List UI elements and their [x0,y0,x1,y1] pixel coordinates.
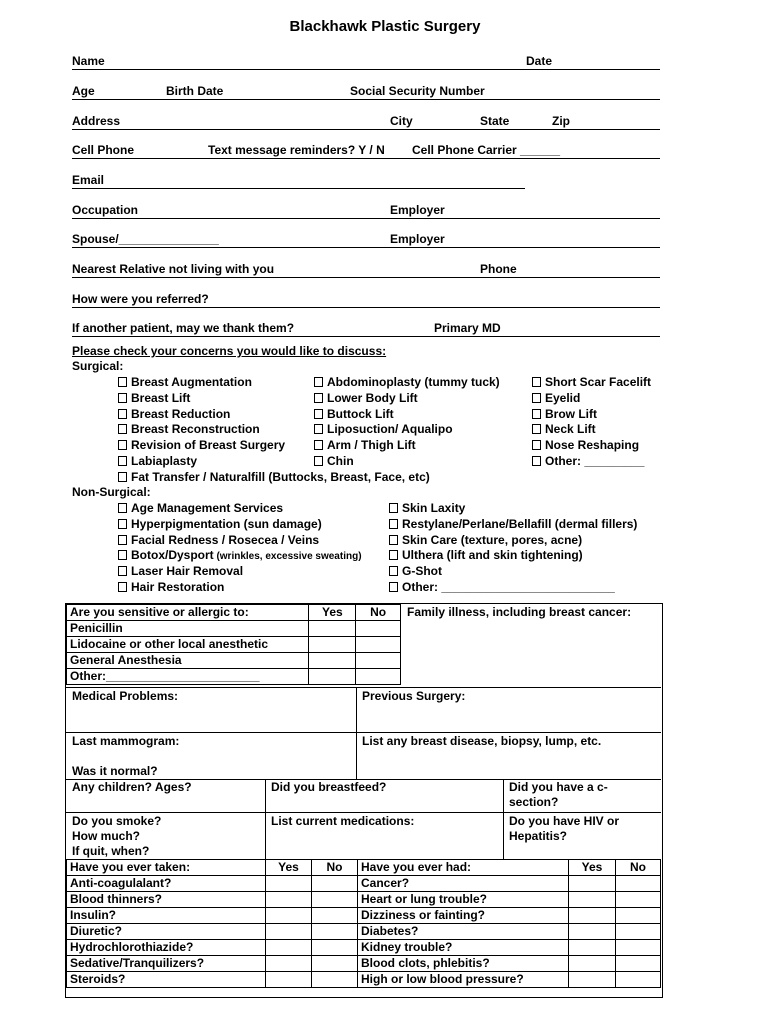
name-date-line[interactable] [72,53,660,70]
children-label: Any children? Ages? [72,780,192,794]
occupation-label: Occupation [72,203,139,217]
surgical-label: Liposuction/ Aqualipo [327,422,453,437]
taken-no-cell[interactable] [312,940,358,956]
allergy-yes-cell[interactable] [309,621,356,637]
occupation-line[interactable] [72,202,660,219]
taken-yes-cell[interactable] [266,956,312,972]
taken-yes-cell[interactable] [266,892,312,908]
checkbox[interactable] [314,456,323,466]
history-row [67,972,661,988]
taken-item: Sedative/Tranquilizers? [67,956,266,972]
checkbox[interactable] [314,424,323,434]
checkbox[interactable] [118,377,127,387]
surgical-label: Breast Lift [131,390,191,405]
history-row [67,956,661,972]
birth-date-label: Birth Date [166,84,224,98]
allergy-item: Lidocaine or other local anesthetic [67,637,309,653]
checkbox[interactable] [389,550,398,560]
email-label: Email [72,173,105,187]
medical-problems-label: Medical Problems: [72,689,179,703]
taken-item: Diuretic? [67,924,266,940]
surgical-label: Chin [327,454,354,468]
checkbox[interactable] [118,456,127,466]
mammogram-label: Last mammogram: [72,734,180,748]
had-item: Heart or lung trouble? [358,892,569,908]
nonsurgical-option[interactable] [389,548,583,562]
nonsurgical-label: Laser Hair Removal [131,564,244,579]
checkbox[interactable] [118,582,127,592]
surgical-label: Buttock Lift [327,406,394,421]
had-no-cell[interactable] [616,956,661,972]
taken-item: Insulin? [67,908,266,924]
taken-no-cell[interactable] [312,892,358,908]
had-no-cell[interactable] [616,924,661,940]
taken-no-cell[interactable] [312,908,358,924]
allergy-row [67,621,401,637]
nonsurgical-label: Hair Restoration [131,580,225,594]
had-yes-cell[interactable] [569,940,616,956]
breastfeed-label: Did you breastfeed? [271,780,387,794]
allergy-no-cell[interactable] [356,653,401,669]
primary-md-label: Primary MD [434,321,501,335]
nonsurgical-label: Age Management Services [131,501,284,515]
spouse-label: Spouse/_______________ [72,232,219,246]
checkbox[interactable] [314,393,323,403]
phone-label: Phone [480,262,517,276]
family-illness-label: Family illness, including breast cancer: [407,605,632,619]
surgical-label: Lower Body Lift [327,390,418,405]
nonsurgical-label: Ulthera (lift and skin tightening) [402,548,583,563]
allergy-item: General Anesthesia [67,653,309,669]
relative-line[interactable] [72,261,660,278]
had-no-cell[interactable] [616,908,661,924]
checkbox[interactable] [118,566,127,576]
surgical-label: Arm / Thigh Lift [327,438,416,453]
medications-label: List current medications: [271,814,415,828]
surgical-option[interactable] [314,407,394,421]
form-title: Blackhawk Plastic Surgery [289,18,481,35]
checkbox[interactable] [389,535,398,545]
had-no-cell[interactable] [616,940,661,956]
taken-item: Blood thinners? [67,892,266,908]
text-reminders-label: Text message reminders? Y / N [208,143,385,157]
checkbox[interactable] [532,393,541,403]
checkbox[interactable] [389,566,398,576]
allergy-no-cell[interactable] [356,637,401,653]
taken-item: Hydrochlorothiazide? [67,940,266,956]
nonsurgical-option[interactable] [389,533,582,547]
taken-no-cell[interactable] [312,972,358,988]
checkbox[interactable] [118,550,127,560]
allergy-header: Are you sensitive or allergic to: [67,605,309,621]
taken-yes-cell[interactable] [266,924,312,940]
nonsurgical-label: Skin Laxity [402,501,466,515]
had-yes-cell[interactable] [569,876,616,892]
surgical-label: Brow Lift [545,406,597,421]
surgical-label: Labiaplasty [131,454,198,468]
checkbox[interactable] [118,503,127,513]
checkbox[interactable] [314,409,323,419]
checkbox[interactable] [118,472,127,482]
allergy-row [67,637,401,653]
thank-label: If another patient, may we thank them? [72,321,295,335]
allergy-item: Penicillin [67,621,309,637]
surgical-option[interactable] [314,454,354,468]
nonsurgical-option[interactable] [118,564,243,578]
had-item: Cancer? [358,876,569,892]
had-item: Kidney trouble? [358,940,569,956]
history-row [67,908,661,924]
history-row [67,892,661,908]
had-header: Have you ever had: [358,860,569,876]
nonsurgical-label: Botox/Dysport [131,548,214,563]
nonsurgical-label: G-Shot [402,564,442,579]
surgical-label: Fat Transfer / Naturalfill (Buttocks, Breast, Face, etc) [131,469,430,484]
allergy-yes-cell[interactable] [309,653,356,669]
surgical-option[interactable] [118,391,190,405]
date-label: Date [526,54,553,68]
allergy-yes-cell[interactable] [309,637,356,653]
state-label: State [480,114,510,128]
age-label: Age [72,84,95,98]
taken-no-header: No [312,860,358,876]
had-no-cell[interactable] [616,972,661,988]
employer-label: Employer [390,203,445,217]
botox-note: (wrinkles, excessive sweating) [213,551,362,563]
nonsurgical-option[interactable] [389,580,615,594]
address-label: Address [72,114,121,128]
surgical-label: Breast Reduction [131,406,231,421]
spouse-employer-label: Employer [390,232,445,246]
had-yes-cell[interactable] [569,956,616,972]
name-label: Name [72,54,105,68]
allergy-yes-cell[interactable] [309,669,356,685]
allergy-no-cell[interactable] [356,669,401,685]
nonsurgical-label: Hyperpigmentation (sun damage) [131,516,322,531]
surgical-label: Short Scar Facelift [545,375,652,389]
thank-line[interactable] [72,320,660,337]
nonsurgical-label: Other: __________________________ [402,580,615,594]
allergy-no-header: No [356,605,401,621]
checkbox[interactable] [532,409,541,419]
surgical-label: Nose Reshaping [545,438,640,453]
had-no-cell[interactable] [616,892,661,908]
history-row [67,924,661,940]
had-no-cell[interactable] [616,876,661,892]
spouse-line[interactable] [72,231,660,248]
surgical-label: Other: _________ [545,454,645,468]
taken-no-cell[interactable] [312,924,358,940]
address-line[interactable] [72,113,660,130]
surgical-label: Abdominoplasty (tummy tuck) [327,375,500,389]
ssn-label: Social Security Number [350,84,485,98]
surgical-option[interactable] [118,407,230,421]
checkbox[interactable] [118,535,127,545]
referred-label: How were you referred? [72,292,209,306]
had-no-header: No [616,860,661,876]
had-yes-cell[interactable] [569,892,616,908]
checkbox[interactable] [118,393,127,403]
had-yes-header: Yes [569,860,616,876]
allergy-row [67,669,401,685]
had-item: High or low blood pressure? [358,972,569,988]
nonsurgical-option[interactable] [389,564,442,578]
nonsurgical-option[interactable] [118,517,322,531]
surgical-option[interactable] [532,407,597,421]
surgical-option[interactable] [532,454,644,468]
allergy-yes-header: Yes [309,605,356,621]
taken-item: Anti-coagulalant? [67,876,266,892]
had-yes-cell[interactable] [569,908,616,924]
taken-yes-cell[interactable] [266,972,312,988]
checkbox[interactable] [118,424,127,434]
allergy-row [67,653,401,669]
nonsurgical-option[interactable] [118,533,319,547]
checkbox[interactable] [118,519,127,529]
had-item: Diabetes? [358,924,569,940]
surgical-option[interactable] [118,454,197,468]
allergy-table [66,604,401,685]
surgical-option[interactable] [118,375,252,389]
history-table [66,859,661,988]
had-item: Dizziness or fainting? [358,908,569,924]
checkbox[interactable] [532,440,541,450]
checkbox[interactable] [389,519,398,529]
hiv-label: Do you have HIV or Hepatitis? [509,814,620,843]
nonsurgical-label: Non-Surgical: [72,485,151,499]
nonsurgical-label: Facial Redness / Rosecea / Veins [131,532,320,547]
nonsurgical-label: Skin Care (texture, pores, acne) [402,532,583,547]
surgical-label: Eyelid [545,390,581,405]
had-yes-cell[interactable] [569,972,616,988]
csection-label: Did you have a c-section? [509,780,608,809]
taken-no-cell[interactable] [312,956,358,972]
previous-surgery-label: Previous Surgery: [362,689,466,703]
smoke-label: Do you smoke? How much? If quit, when? [72,814,162,858]
nonsurgical-option[interactable] [389,517,637,531]
surgical-option[interactable] [532,438,639,452]
had-yes-cell[interactable] [569,924,616,940]
surgical-option[interactable] [314,375,500,389]
had-item: Blood clots, phlebitis? [358,956,569,972]
surgical-option[interactable] [532,391,580,405]
taken-yes-header: Yes [266,860,312,876]
surgical-option[interactable] [314,438,416,452]
checkbox[interactable] [314,440,323,450]
checkbox[interactable] [118,440,127,450]
breast-disease-label: List any breast disease, biopsy, lump, etc. [362,734,602,748]
checkbox[interactable] [118,409,127,419]
taken-yes-cell[interactable] [266,940,312,956]
surgical-option[interactable] [314,422,453,436]
cell-phone-line[interactable] [72,142,660,159]
checkbox[interactable] [532,377,541,387]
age-line[interactable] [72,83,660,100]
nonsurgical-option[interactable] [118,580,224,594]
zip-label: Zip [552,114,570,128]
surgical-option[interactable] [532,375,651,389]
surgical-label: Revision of Breast Surgery [131,438,286,453]
taken-item: Steroids? [67,972,266,988]
surgical-label: Surgical: [72,359,124,373]
taken-yes-cell[interactable] [266,876,312,892]
email-line[interactable] [72,172,525,189]
surgical-option[interactable] [532,422,596,436]
history-row [67,876,661,892]
allergy-item: Other:_______________________ [67,669,309,685]
concerns-heading: Please check your concerns you would like to discuss: [72,344,387,358]
surgical-label: Breast Augmentation [131,375,252,389]
surgical-option[interactable] [118,470,430,484]
nonsurgical-option[interactable] [389,501,465,515]
checkbox[interactable] [532,424,541,434]
checkbox[interactable] [389,582,398,592]
was-normal-label: Was it normal? [72,764,158,778]
allergy-no-cell[interactable] [356,621,401,637]
history-row [67,940,661,956]
cell-phone-label: Cell Phone [72,143,135,157]
relative-label: Nearest Relative not living with you [72,262,275,276]
nonsurgical-label: Restylane/Perlane/Bellafill (dermal fillers) [402,516,638,531]
taken-yes-cell[interactable] [266,908,312,924]
checkbox[interactable] [314,377,323,387]
surgical-option[interactable] [118,422,260,436]
checkbox[interactable] [532,456,541,466]
surgical-option[interactable] [314,391,418,405]
surgical-label: Neck Lift [545,422,596,437]
nonsurgical-option[interactable] [118,501,283,515]
cell-carrier-label: Cell Phone Carrier ______ [412,143,561,157]
surgical-option[interactable] [118,438,285,452]
taken-header: Have you ever taken: [67,860,266,876]
surgical-label: Breast Reconstruction [131,422,260,437]
referred-line[interactable] [72,291,660,308]
city-label: City [390,114,413,128]
nonsurgical-option[interactable] [118,548,362,562]
taken-no-cell[interactable] [312,876,358,892]
checkbox[interactable] [389,503,398,513]
